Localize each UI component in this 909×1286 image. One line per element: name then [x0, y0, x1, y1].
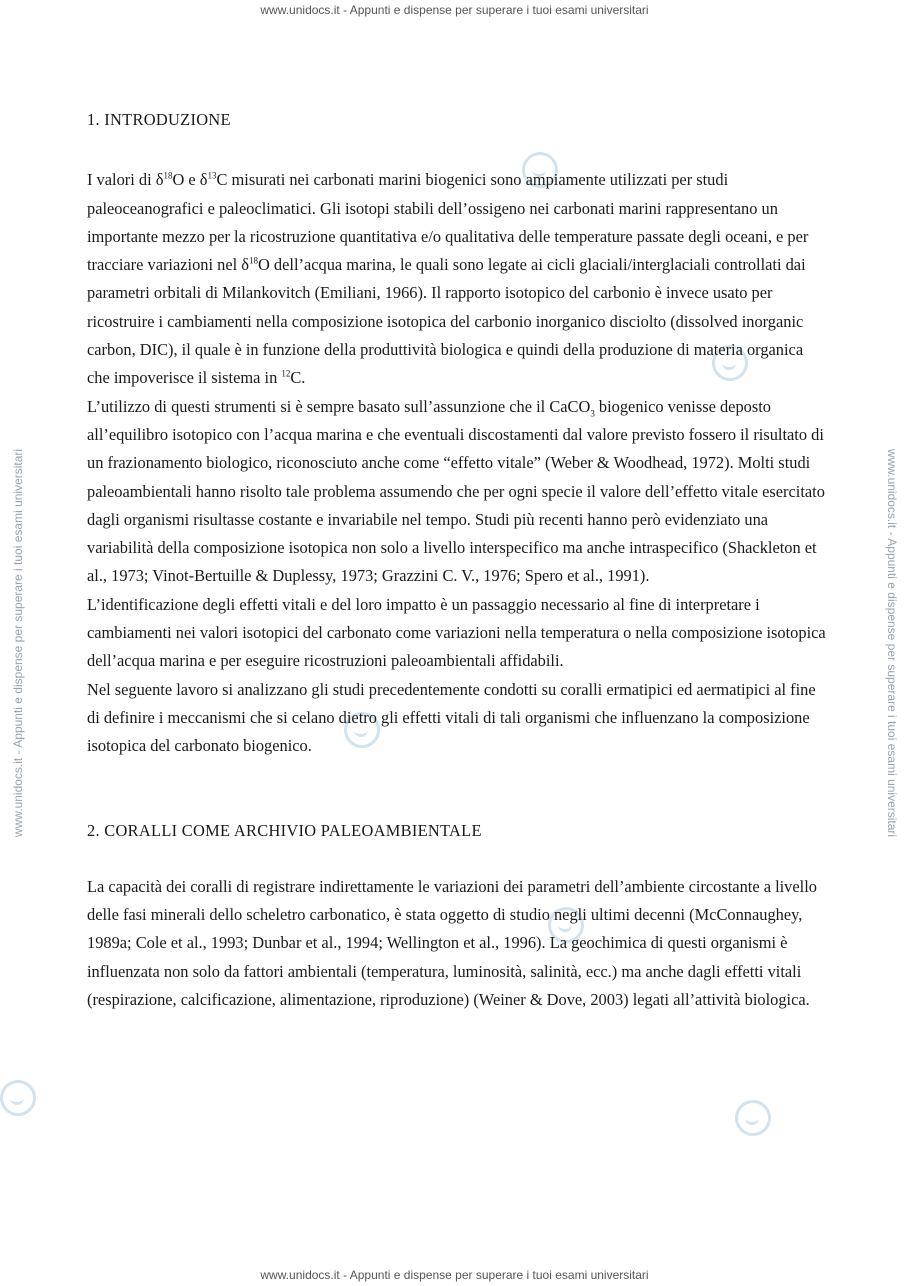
- unidocs-logo-icon: [0, 1080, 36, 1116]
- watermark-bottom: www.unidocs.it - Appunti e dispense per superare i tuoi esami universitari: [260, 1268, 649, 1282]
- section-title-coralli: 2. CORALLI COME ARCHIVIO PALEOAMBIENTALE: [87, 820, 482, 840]
- watermark-top: www.unidocs.it - Appunti e dispense per superare i tuoi esami universitari: [260, 3, 649, 17]
- paragraph: L’utilizzo di questi strumenti si è sempre basato sull’assunzione che il CaCO$_3$ biogenico venisse deposto all’equilibro isotopico con l’acqua marina e che eventuali discostamenti dal valore previsto fossero il risultato di un frazionamento biologico, riconosciuto anche come “effetto vitale” (Weber & Woodhead, 1972). Molti studi paleoambientali hanno risolto tale problema assumendo che per ogni specie il valore dell’effetto vitale esercitato dagli organismi risultasse costante e invariabile nel tempo. Studi più recenti hanno però evidenziato una variabilità della composizione isotopica non solo a livello interspecifico ma anche intraspecifico (Shackleton et al., 1973; Vinot-Bertuille & Duplessy, 1973; Grazzini C. V., 1976; Spero et al., 1991).: [87, 396, 825, 586]
- paragraph: La capacità dei coralli di registrare indirettamente le variazioni dei parametri dell’ambiente circostante a livello delle fasi minerali dello scheletro carbonatico, è stata oggetto di studio negli ultimi decenni (McConnaughey, 1989a; Cole et al., 1993; Dunbar et al., 1994; Wellington et al., 1996). La geochimica di questi organismi è influenzata non solo da fattori ambientali (temperatura, luminosità, salinità, ecc.) ma anche dagli effetti vitali (respirazione, calcificazione, alimentazione, riproduzione) (Weiner & Dove, 2003) legati all’attività biologica.: [87, 876, 817, 1010]
- section-title-introduzione: 1. INTRODUZIONE: [87, 110, 231, 129]
- watermark-right: www.unidocs.it - Appunti e dispense per superare i tuoi esami universitari: [885, 448, 899, 838]
- watermark-left: www.unidocs.it - Appunti e dispense per superare i tuoi esami universitari: [11, 448, 25, 838]
- paragraph: Nel seguente lavoro si analizzano gli studi precedentemente condotti su coralli ermatipici ed aermatipici al fine di definire i meccanismi che si celano dietro gli effetti vitali di tali organismi che influenzano la composizione isotopica del carbonato biogenico.: [87, 679, 816, 756]
- paragraph: I valori di $\delta^{18}O$ e $\delta^{13}C$ misurati nei carbonati marini biogenici sono ampiamente utilizzati per studi paleoceanografici e paleoclimatici. Gli isotopi stabili dell’ossigeno nei carbonati marini rappresentano un importante mezzo per la ricostruzione quantitativa e/o qualitativa delle temperature passate degli oceani, e per tracciare variazioni nel $\delta^{18}O$ dell’acqua marina, le quali sono legate ai cicli glaciali/interglaciali controllati dai parametri orbitali di Milankovitch (Emiliani, 1966). Il rapporto isotopico del carbonio è invece usato per ricostruire i cambiamenti nella composizione isotopica del carbonio inorganico disciolto (dissolved inorganic carbon, DIC), il quale è in funzione della produttività biologica e quindi della produzione di materia organica che impoverisce il sistema in $^{12}$C.: [87, 170, 809, 388]
- unidocs-logo-icon: [735, 1100, 771, 1136]
- paragraph: L’identificazione degli effetti vitali e del loro impatto è un passaggio necessario al fine di interpretare i cambiamenti nei valori isotopici del carbonato come variazioni nella temperatura o nella composizione isotopica dell’acqua marina e per eseguire ricostruzioni paleoambientali affidabili.: [87, 594, 826, 671]
- document-body: [87, 106, 827, 1014]
